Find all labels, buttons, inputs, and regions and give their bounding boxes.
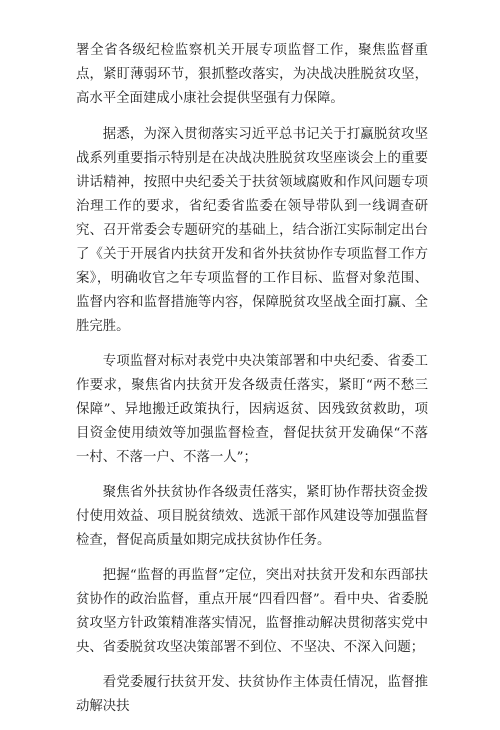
paragraph-four-checks: 把握“监督的再监督”定位，突出对扶贫开发和东西部扶贫协作的政治监督，重点开展“四看四督”。看中央、省委脱贫攻坚方针政策精准落实情况，监督推动解决贯彻落实党中央、省委脱贫攻坚决策部署不到位、不坚决、不深入问题； bbox=[76, 568, 428, 655]
document-page bbox=[76, 39, 428, 730]
paragraph-work-plan: 据悉，为深入贯彻落实习近平总书记关于打赢脱贫攻坚战系列重要指示特别是在决战决胜脱贫攻坚座谈会上的重要讲话精神，按照中央纪委关于扶贫领域腐败和作风问题专项治理工作的要求，省纪委省监委在领导带队到一线调查研究、召开常委会专题研究的基础上，结合浙江实际制定出台了《关于开展省内扶贫开发和省外扶贫协作专项监督工作方案》，明确收官之年专项监督的工作目标、监督对象范围、监督内容和监督措施等内容，保障脱贫攻坚战全面打赢、全胜完胜。 bbox=[76, 127, 428, 334]
paragraph-external-cooperation-focus: 聚焦省外扶贫协作各级责任落实，紧盯协作帮扶资金拨付使用效益、项目脱贫绩效、选派干部作风建设等加强监督检查，督促高质量如期完成扶贫协作任务。 bbox=[76, 485, 428, 548]
paragraph-party-responsibility: 看党委履行扶贫开发、扶贫协作主体责任情况，监督推动解决扶 bbox=[76, 675, 428, 714]
paragraph-continuation: 署全省各级纪检监察机关开展专项监督工作，聚焦监督重点，紧盯薄弱环节，狠抓整改落实，为决战决胜脱贫攻坚，高水平全面建成小康社会提供坚强有力保障。 bbox=[76, 43, 428, 106]
paragraph-internal-poverty-focus: 专项监督对标对表党中央决策部署和中央纪委、省委工作要求，聚焦省内扶贫开发各级责任落实，紧盯“两不愁三保障”、异地搬迁政策执行，因病返贫、因残致贫救助，项目资金使用绩效等加强监督检查，督促扶贫开发确保“不落一村、不落一户、不落一人”； bbox=[76, 354, 428, 465]
